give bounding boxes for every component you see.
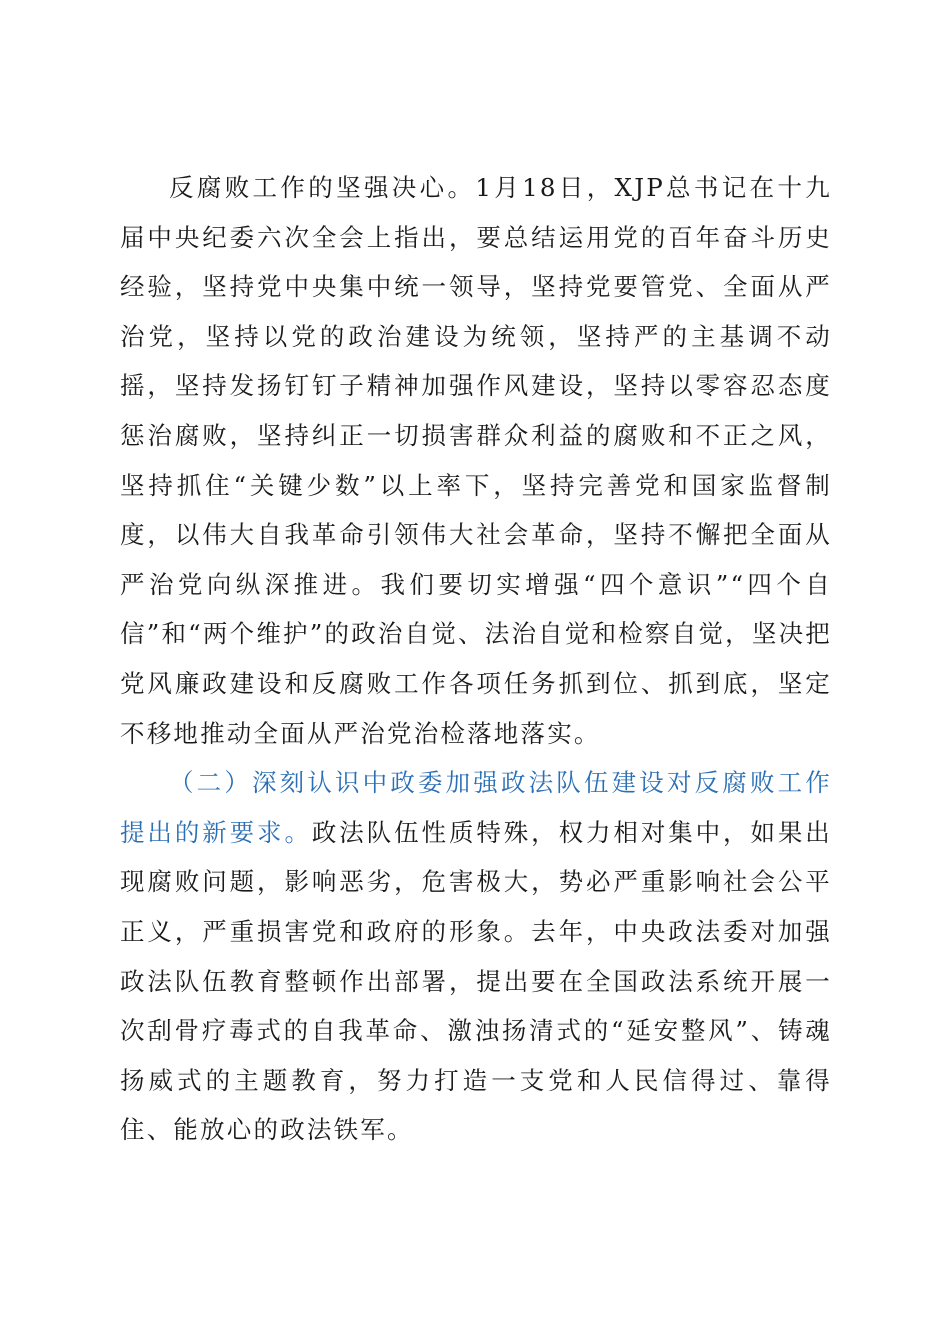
section-heading: （二）深刻认识中政委加强政法队伍建设对反腐败工作提出的新要求。 [120, 768, 832, 847]
paragraph-1-text: 反腐败工作的坚强决心。1月18日，XJP总书记在十九届中央纪委六次全会上指出，要总结运用党的百年奋斗历史经验，坚持党中央集中统一领导，坚持党要管党、全面从严治党，坚持以党的政治建设为统领，坚持严的主基调不动摇，坚持发扬钉钉子精神加强作风建设，坚持以零容忍态度惩治腐败，坚持纠正一切损害群众利益的腐败和不正之风，坚持抓住“关键少数”以上率下，坚持完善党和国家监督制度，以伟大自我革命引领伟大社会革命，坚持不懈把全面从严治党向纵深推进。我们要切实增强“四个意识”“四个自信”和“两个维护”的政治自觉、法治自觉和检察自觉，坚决把党风廉政建设和反腐败工作各项任务抓到位、抓到底，坚定不移地推动全面从严治党治检落地落实。 [120, 173, 832, 748]
document-body [120, 163, 832, 1155]
paragraph-2-text: 政法队伍性质特殊，权力相对集中，如果出现腐败问题，影响恶劣，危害极大，势必严重影响社会公平正义，严重损害党和政府的形象。去年，中央政法委对加强政法队伍教育整顿作出部署，提出要在全国政法系统开展一次刮骨疗毒式的自我革命、激浊扬清式的“延安整风”、铸魂扬威式的主题教育，努力打造一支党和人民信得过、靠得住、能放心的政法铁军。 [120, 817, 832, 1145]
paragraph-2 [120, 758, 832, 1155]
paragraph-1 [120, 163, 832, 758]
